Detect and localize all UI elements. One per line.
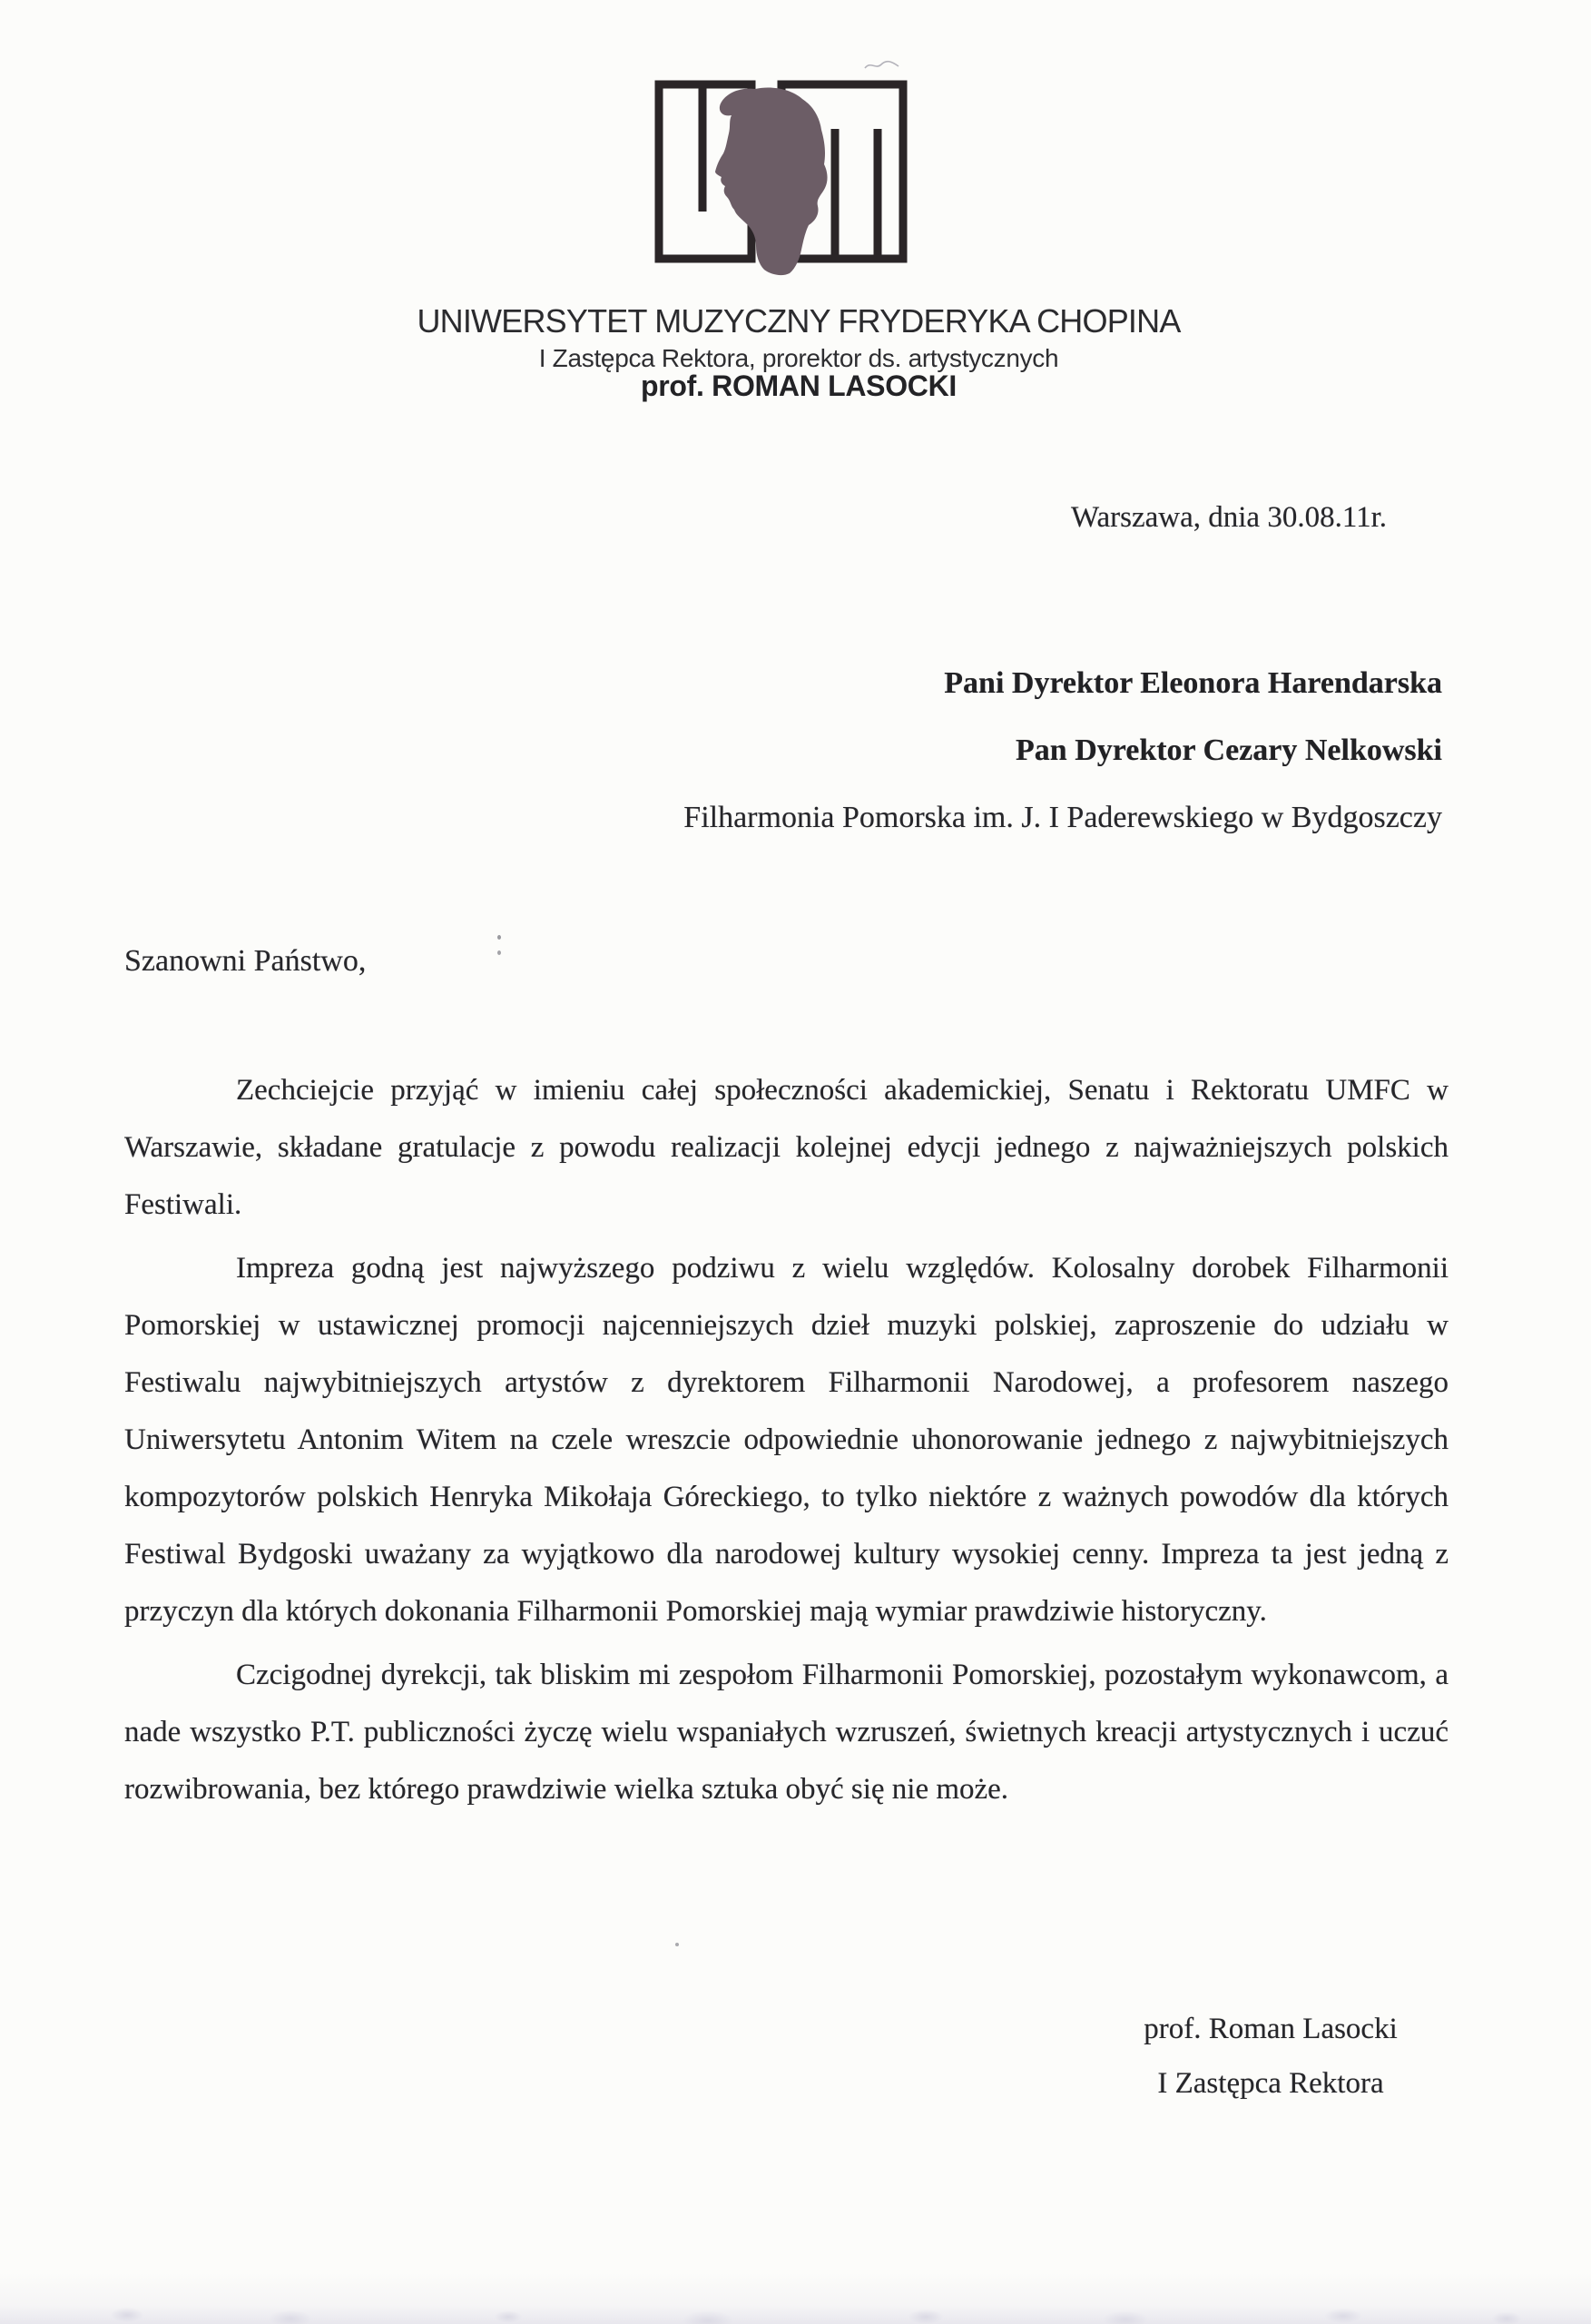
university-name: UNIWERSYTET MUZYCZNY FRYDERYKA CHOPINA (417, 302, 1181, 340)
umfc-logo (647, 77, 910, 279)
scan-colon-artifact (497, 935, 501, 940)
salutation: Szanowni Państwo, (124, 944, 367, 978)
letter-body (124, 1062, 1449, 1818)
body-paragraph-3: Czcigodnej dyrekcji, tak bliskim mi zespołom Filharmonii Pomorskiej, pozostałym wykonawcom, a nade wszystko P.T. publiczności życzę wielu wspaniałych wzruszeń, świetnych kreacji artystycznych i uczuć rozwibrowania, bez którego prawdziwie wielka sztuka obyć się nie może. (124, 1659, 1449, 1806)
sender-name-line: prof. ROMAN LASOCKI (640, 369, 958, 402)
signature-name: prof. Roman Lasocki (1144, 2013, 1398, 2045)
chopin-silhouette-icon (715, 87, 828, 275)
scan-squiggle-artifact (862, 58, 902, 74)
sender-role-line: I Zastępca Rektora, prorektor ds. artystycznych (538, 344, 1059, 372)
signature-block (998, 2002, 1543, 2111)
body-paragraph-2: Impreza godną jest najwyższego podziwu z wielu względów. Kolosalny dorobek Filharmonii Pomorskiej w ustawicznej promocji najcenniejszych dzieł muzyki polskiej, zaproszenie do udziału w Festiwalu najwybitniejszych artystów z dyrektorem Filharmonii Narodowej, a profesorem naszego Uniwersytetu Antonim Witem na czele wreszcie odpowiednie uhonorowanie jednego z najwybitniejszych kompozytorów polskich Henryka Mikołaja Góreckiego, to tylko niektóre z ważnych powodów dla których Festiwal Bydgoski uważany za wyjątkowo dla narodowej kultury wysokiej cenny. Impreza ta jest jedną z przyczyn dla których dokonania Filharmonii Pomorskiej mają wymiar prawdziwie historyczny. (124, 1252, 1449, 1628)
recipient-block (683, 650, 1442, 852)
scan-bottom-edge-artifact (0, 2271, 1591, 2324)
dateline: Warszawa, dnia 30.08.11r. (1071, 501, 1388, 534)
body-paragraph-1: Zechciejcie przyjąć w imieniu całej społeczności akademickiej, Senatu i Rektoratu UMFC w Warszawie, składane gratulacje z powodu realizacji kolejnej edycji jednego z najważniejszych polskich Festiwali. (124, 1074, 1449, 1221)
recipient-line-2: Pan Dyrektor Cezary Nelkowski (1016, 734, 1442, 767)
recipient-line-1: Pani Dyrektor Eleonora Harendarska (944, 666, 1442, 700)
signature-role: I Zastępca Rektora (1157, 2067, 1384, 2100)
recipient-line-3: Filharmonia Pomorska im. J. I Paderewskiego w Bydgoszczy (683, 801, 1442, 834)
scan-dot-artifact (675, 1943, 679, 1946)
